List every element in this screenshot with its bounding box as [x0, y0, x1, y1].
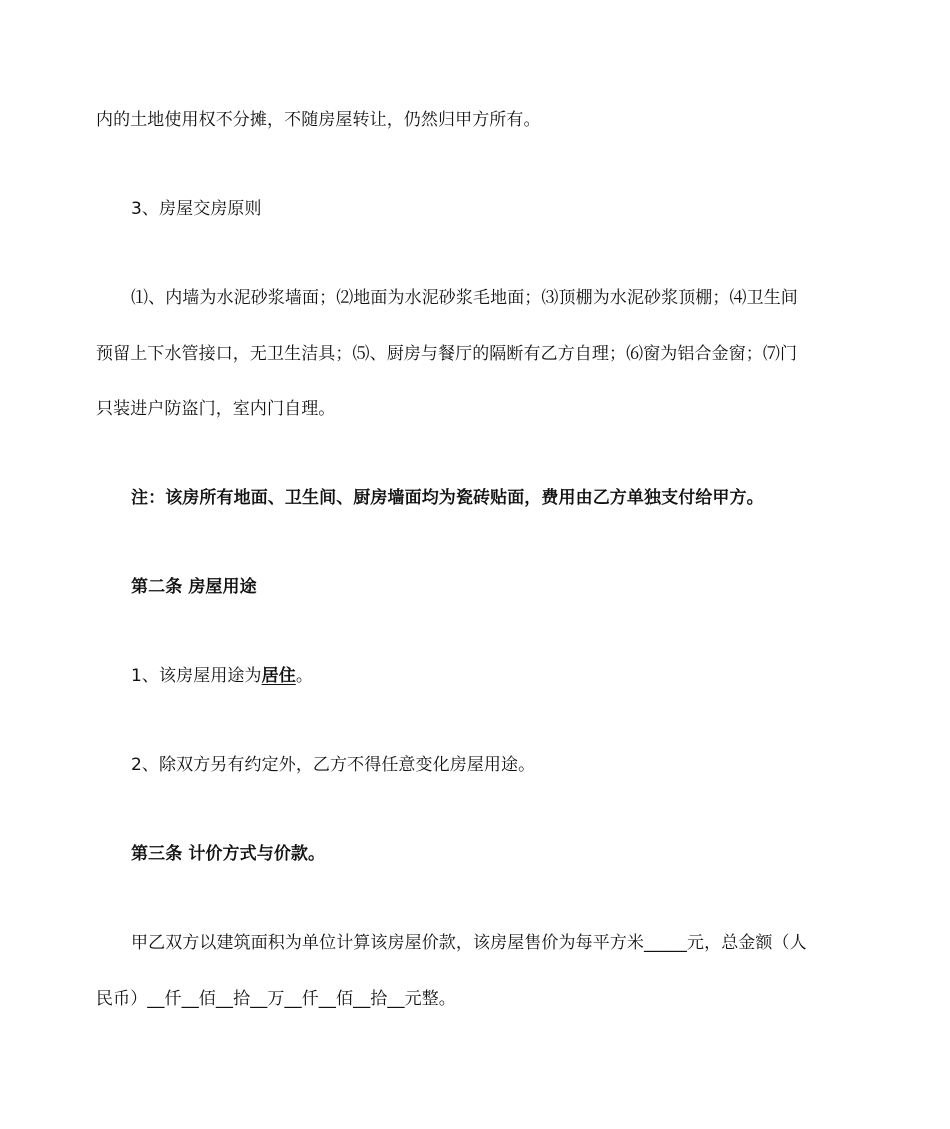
item-1-suffix: 。: [295, 666, 313, 686]
delivery-terms-line-2: 预留上下水管接口，无卫生洁具；⑸、厨房与餐厅的隔断有乙方自理；⑹窗为铝合金窗；⑺门: [96, 344, 798, 364]
delivery-terms-line-3: 只装进户防盗门，室内门自理。: [96, 399, 336, 419]
note-tile-cost: 注：该房所有地面、卫生间、厨房墙面均为瓷砖贴面，费用由乙方单独支付给甲方。: [131, 488, 764, 508]
article-2-heading: 第二条 房屋用途: [131, 577, 257, 597]
usage-value: 居住: [261, 666, 296, 686]
article-2-item-2: 2、除双方另有约定外，乙方不得任意变化房屋用途。: [131, 755, 536, 775]
item-1-prefix: 1、该房屋用途为: [131, 666, 262, 686]
section-delivery-principles: 3、房屋交房原则: [131, 199, 262, 219]
paragraph-land-use-line: 内的土地使用权不分摊，不随房屋转让，仍然归甲方所有。: [96, 110, 541, 130]
article-3-heading: 第三条 计价方式与价款。: [131, 844, 326, 864]
pricing-line-2: 民币）__仟__佰__拾__万__仟__佰__拾__元整。: [96, 989, 456, 1009]
article-2-item-1: [131, 664, 858, 688]
delivery-terms-line-1: ⑴、内墙为水泥砂浆墙面；⑵地面为水泥砂浆毛地面；⑶顶棚为水泥砂浆顶棚；⑷卫生间: [131, 288, 798, 308]
pricing-line-1: 甲乙双方以建筑面积为单位计算该房屋价款，该房屋售价为每平方米_____元，总金额（人: [131, 933, 807, 953]
